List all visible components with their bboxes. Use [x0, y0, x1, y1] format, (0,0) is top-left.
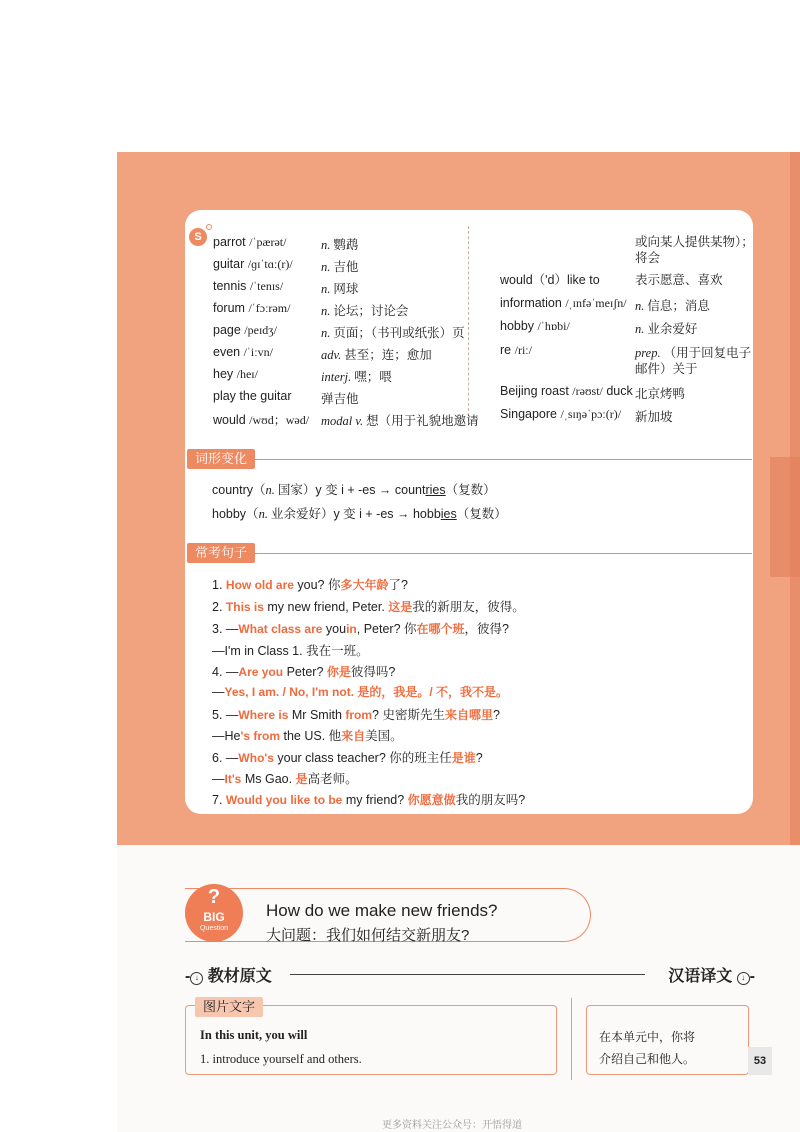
vocab-term: would [213, 413, 246, 427]
sentence-text: 2. [212, 600, 226, 614]
vocab-phonetic: /ˌsɪŋəˈpɔː(r)/ [560, 407, 622, 421]
sentence-highlight: Yes, I am. / No, I'm not. 是的，我是。/ 不，我不是。 [224, 685, 509, 699]
form-ending: ries [425, 483, 446, 497]
vocab-term: would（'d）like to [500, 273, 600, 287]
vocab-row [500, 248, 770, 266]
meaning-text: 鹦鹉 [333, 238, 359, 252]
sentence-highlight: What class are [238, 622, 323, 636]
form-text: 国家）y 变 i + -es → count [277, 483, 426, 497]
sentence-highlight: 你愿意做 [407, 793, 456, 807]
sentence-highlight: Would you like to be [225, 793, 343, 807]
sentence-highlight: This is [225, 600, 264, 614]
sentence-row [212, 705, 500, 723]
vocab-row [213, 279, 483, 297]
word-form-row [212, 480, 496, 498]
meaning-text: 想（用于礼貌地邀请 [366, 414, 479, 428]
vocab-meaning [321, 301, 408, 319]
picture-text-line-2: 1. introduce yourself and others. [200, 1052, 362, 1066]
sentence-highlight: 是谁 [451, 751, 476, 765]
vocab-word [500, 407, 621, 422]
vocab-meaning [635, 248, 660, 266]
vocab-phonetic: /riː/ [514, 343, 532, 357]
vocab-phonetic: /wʊd；wəd/ [249, 413, 310, 427]
sentence-row [212, 619, 509, 637]
part-of-speech: interj. [321, 370, 352, 384]
meaning-text: 嘿；喂 [354, 370, 392, 384]
vocab-term: forum [213, 301, 245, 315]
meaning-text: 表示愿意、喜欢 [635, 273, 723, 287]
vocab-term: information [500, 296, 562, 310]
form-ending: ies [440, 507, 457, 521]
vocab-row [500, 296, 770, 314]
vocab-row [213, 411, 483, 429]
vocab-term: tennis [213, 279, 247, 293]
vocab-word [213, 301, 290, 316]
sentence-text: 6. — [212, 751, 239, 765]
sentence-row [212, 769, 358, 787]
download-icon: ↓ [190, 972, 203, 985]
meaning-text: 北京烤鸭 [635, 387, 686, 401]
vocab-term: duck [606, 384, 633, 398]
section-title: 词形变化 [187, 449, 255, 469]
part-of-speech: n. [265, 483, 275, 497]
part-of-speech: n. [321, 304, 331, 318]
vocab-row [213, 235, 483, 253]
section-rule [251, 553, 752, 554]
sentence-highlight: 's from [240, 729, 281, 743]
word-form-row [212, 504, 507, 522]
sentence-text: my new friend, Peter. [263, 600, 389, 614]
big-question-chinese: 大问题：我们如何结交新朋友? [266, 927, 470, 944]
text-translation-bar [185, 963, 755, 985]
meaning-text: 业余爱好 [647, 322, 698, 336]
part-of-speech: n. [321, 238, 331, 252]
translation-box [586, 1005, 749, 1075]
vocab-row [213, 257, 483, 275]
vocab-meaning [635, 359, 698, 377]
sentence-highlight: It's [224, 772, 242, 786]
section-key-sentences [187, 543, 752, 563]
vocab-phonetic: /ˈpærət/ [249, 235, 287, 249]
part-of-speech: n. [321, 282, 331, 296]
translation-label: 汉语译文 [668, 968, 733, 985]
download-icon: ↓ [737, 972, 750, 985]
sentence-highlight: 来自 [341, 729, 366, 743]
sentence-row [212, 575, 408, 593]
form-text: 业余爱好）y 变 i + -es → hobb [270, 507, 441, 521]
original-text-label: 教材原文 [207, 968, 272, 985]
picture-text-tab: 图片文字 [195, 997, 263, 1017]
vocab-row [213, 323, 483, 341]
vocab-phonetic: /ˈtenɪs/ [249, 279, 284, 293]
sentence-text: 7. [212, 793, 226, 807]
sentence-highlight: from [345, 708, 373, 722]
sentence-text: 高老师。 [307, 772, 358, 786]
sentence-text: Ms Gao. [241, 772, 296, 786]
sentence-text: —I'm in Class 1. 我在一班。 [212, 644, 369, 658]
sentence-row [212, 790, 525, 808]
badge-dot-icon [206, 224, 212, 230]
vocab-term: parrot [213, 235, 246, 249]
vocab-phonetic: /ˈfɔːrəm/ [248, 301, 291, 315]
meaning-text: 弹吉他 [321, 392, 359, 406]
vocab-row [500, 319, 770, 337]
translation-line-1: 在本单元中，你将 [599, 1030, 696, 1044]
section-title: 常考句子 [187, 543, 255, 563]
bar-rule [290, 974, 645, 975]
vocab-phonetic: /ˈhɒbi/ [537, 319, 570, 333]
meaning-text: 邮件）关于 [635, 362, 698, 376]
vocab-term: play the guitar [213, 389, 292, 403]
meaning-text: 网球 [333, 282, 359, 296]
vocab-phonetic: /ˌɪnfəˈmeɪʃn/ [565, 296, 627, 310]
vocab-row [213, 345, 483, 363]
vocab-row [500, 407, 770, 425]
vocab-row [213, 389, 483, 407]
big-question-badge [185, 884, 243, 942]
sentence-highlight: 在哪个班 [416, 622, 465, 636]
vocab-term: Singapore [500, 407, 557, 421]
vocab-row [500, 384, 770, 402]
sentence-text: 3. — [212, 622, 239, 636]
form-text: （复数） [456, 507, 507, 521]
sentence-highlight: 是 [295, 772, 308, 786]
sentence-text: Peter? [283, 665, 327, 679]
sentence-text: you [322, 622, 347, 636]
vocab-term: Beijing roast [500, 384, 569, 398]
translation-line-2: 介绍自己和他人。 [599, 1052, 696, 1066]
vocabulary-badge: S [189, 228, 207, 246]
sentence-highlight: in [346, 622, 357, 636]
sentence-text: ? [475, 751, 483, 765]
sentence-text: ? [493, 708, 500, 722]
section-rule [251, 459, 752, 460]
sentence-text: 5. — [212, 708, 239, 722]
sentence-text: Mr Smith [288, 708, 346, 722]
vocab-term: even [213, 345, 241, 359]
page-number: 53 [748, 1047, 772, 1075]
sentence-text: 了? [388, 578, 408, 592]
question-label: Question [199, 925, 229, 932]
vocab-phonetic: /rəʊst/ [572, 384, 603, 398]
vocab-meaning [635, 407, 673, 425]
vocab-term: hobby [500, 319, 535, 333]
part-of-speech: n. [321, 326, 331, 340]
vocab-phonetic: /peɪdʒ/ [244, 323, 277, 337]
form-text: hobby（ [212, 507, 259, 521]
vocab-meaning [321, 323, 465, 341]
vocab-word [213, 389, 292, 403]
sentence-text: you? 你 [293, 578, 341, 592]
sentence-text: your class teacher? 你的班主任 [273, 751, 452, 765]
sentence-highlight: Are you [238, 665, 284, 679]
vocab-meaning [635, 296, 710, 314]
vocab-meaning [321, 235, 358, 253]
meaning-text: 吉他 [333, 260, 359, 274]
vocab-meaning [635, 270, 723, 288]
vocab-word [213, 235, 286, 250]
sentence-text: — [212, 772, 225, 786]
vocab-meaning [321, 279, 358, 297]
sentence-highlight: 来自哪里 [444, 708, 493, 722]
sentence-row [212, 726, 403, 744]
vocab-meaning [635, 384, 685, 402]
sentence-text: 4. — [212, 665, 239, 679]
vocab-word [213, 345, 273, 360]
vocab-word [500, 270, 600, 288]
meaning-text: 将会 [635, 251, 661, 265]
vocab-term: re [500, 343, 512, 357]
translation-heading: 汉语译文 ↓ - [668, 968, 755, 985]
sentence-row [212, 597, 525, 615]
question-mark-icon: ? [207, 886, 221, 908]
meaning-text: 信息；消息 [647, 299, 710, 313]
section-word-forms [187, 449, 752, 469]
vocab-phonetic: /heɪ/ [236, 367, 258, 381]
vocab-meaning [635, 319, 697, 337]
sentence-text: , Peter? 你 [356, 622, 417, 636]
big-question-english: How do we make new friends? [266, 901, 498, 920]
sentence-highlight: Who's [238, 751, 274, 765]
sentence-row [212, 641, 369, 659]
sentence-text: 美国。 [365, 729, 403, 743]
vocab-word [213, 257, 293, 272]
sentence-row [212, 662, 395, 680]
vocab-term: guitar [213, 257, 245, 271]
sentence-text: —He [212, 729, 241, 743]
sentence-highlight: 多大年龄 [340, 578, 389, 592]
vocab-phonetic: /ˈiːvn/ [243, 345, 273, 359]
sentence-text: 1. [212, 578, 226, 592]
sentence-highlight: 这是 [388, 600, 413, 614]
picture-text-line-1: In this unit, you will [200, 1028, 308, 1042]
sentence-text: — [212, 685, 225, 699]
sentence-highlight: How old are [225, 578, 294, 592]
vocab-row [500, 270, 770, 288]
vocab-word [500, 343, 532, 358]
part-of-speech: n. [321, 260, 331, 274]
vocab-word [213, 411, 309, 428]
book-page [117, 152, 800, 1132]
vocab-row [213, 301, 483, 319]
big-label: BIG [203, 910, 225, 924]
form-text: （复数） [445, 483, 496, 497]
vocab-meaning [321, 411, 479, 429]
vocab-term: hey [213, 367, 234, 381]
meaning-text: 论坛；讨论会 [333, 304, 409, 318]
meaning-text: 甚至；连；愈加 [344, 348, 432, 362]
part-of-speech: n. [635, 322, 645, 336]
vocab-word [500, 319, 570, 334]
sentence-text: 我的朋友吗? [455, 793, 526, 807]
vocab-word [500, 296, 627, 311]
vocabulary-panel [185, 210, 754, 428]
part-of-speech: prep. [635, 346, 661, 360]
sentence-text: 彼得吗? [350, 665, 396, 679]
form-text: country（ [212, 483, 266, 497]
meaning-text: （用于回复电子 [663, 346, 752, 360]
vocab-row [213, 367, 483, 385]
footer-note: 更多资料关注公众号：开悟得道 [382, 1120, 522, 1131]
vocab-meaning [321, 389, 359, 407]
sentence-row [212, 748, 483, 766]
page-edge-shadow [770, 457, 800, 577]
vocab-phonetic: /ɡɪˈtɑː(r)/ [247, 257, 293, 271]
sentence-text: the US. 他 [280, 729, 342, 743]
vocab-word [213, 323, 277, 338]
sentence-text: ? 史密斯先生 [372, 708, 445, 722]
meaning-text: 或向某人提供某物）； [635, 235, 754, 249]
sentence-highlight: 你是 [326, 665, 351, 679]
meaning-text: 新加坡 [635, 410, 673, 424]
vocab-row [500, 359, 770, 377]
vocab-meaning [321, 367, 392, 385]
part-of-speech: adv. [321, 348, 342, 362]
part-of-speech: n. [258, 507, 268, 521]
vocab-word [213, 367, 258, 382]
original-text-heading: - ↓ 教材原文 [185, 968, 272, 985]
vocab-meaning [321, 345, 432, 363]
sentence-text: 我的新朋友，彼得。 [412, 600, 525, 614]
meaning-text: 页面；（书刊或纸张）页 [333, 326, 465, 340]
sentence-row [212, 683, 508, 700]
box-divider [571, 998, 572, 1080]
vocab-term: page [213, 323, 241, 337]
vocab-meaning [321, 257, 358, 275]
part-of-speech: modal v. [321, 414, 364, 428]
vocab-word [500, 384, 633, 399]
part-of-speech: n. [635, 299, 645, 313]
sentence-text: my friend? [342, 793, 408, 807]
sentence-highlight: Where is [238, 708, 289, 722]
sentence-text: ，彼得? [464, 622, 509, 636]
vocab-word [213, 279, 283, 294]
